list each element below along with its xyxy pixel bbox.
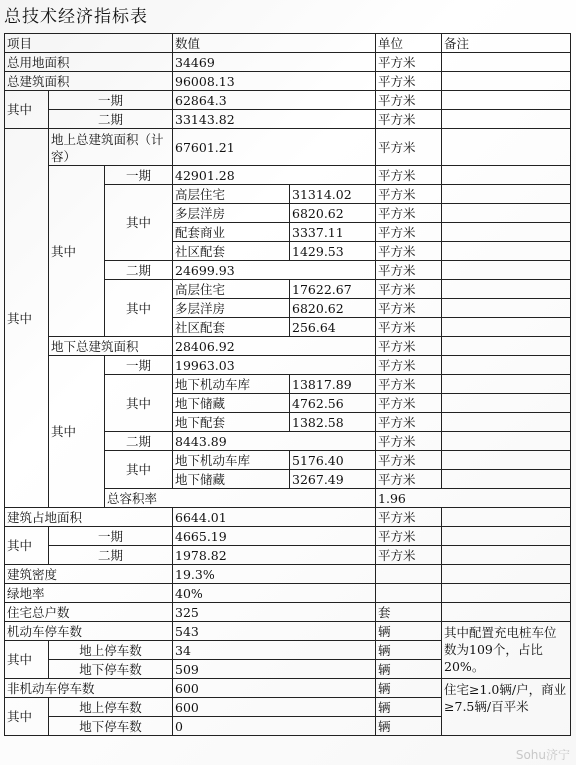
row-value: 1978.82 (173, 546, 376, 565)
row-label: 一期 (49, 527, 173, 546)
group-label: 其中 (5, 641, 49, 679)
row-label: 地下机动车库 (173, 375, 290, 394)
row-label: 总容积率 (105, 489, 376, 508)
row-unit: 辆 (376, 622, 442, 641)
row-value: 1429.53 (290, 242, 376, 261)
row-value: 31314.02 (290, 185, 376, 204)
row-label: 高层住宅 (173, 185, 290, 204)
row-value: 543 (173, 622, 376, 641)
row-label: 地下停车数 (49, 717, 173, 736)
row-label: 配套商业 (173, 223, 290, 242)
group-label: 其中 (5, 527, 49, 565)
row-label: 地上总建筑面积（计容） (49, 129, 173, 166)
group-label: 其中 (49, 166, 105, 337)
row-unit: 平方米 (376, 508, 442, 527)
table-row (5, 129, 571, 166)
group-label: 其中 (5, 91, 49, 129)
group-label: 其中 (5, 698, 49, 736)
header-value: 数值 (173, 34, 376, 53)
row-value: 4762.56 (290, 394, 376, 413)
row-unit: 平方米 (376, 91, 442, 110)
row-unit: 平方米 (376, 129, 442, 166)
row-unit: 套 (376, 603, 442, 622)
table-row (5, 91, 571, 110)
indicator-table (4, 33, 571, 736)
table-row (5, 166, 571, 185)
row-unit: 平方米 (376, 72, 442, 91)
row-value: 5176.40 (290, 451, 376, 470)
table-row (5, 53, 571, 72)
row-label: 地下配套 (173, 413, 290, 432)
row-value: 600 (173, 698, 376, 717)
row-label: 地下停车数 (49, 660, 173, 679)
row-value: 19.3% (173, 565, 376, 584)
row-value: 67601.21 (173, 129, 376, 166)
page-title: 总技术经济指标表 (4, 7, 148, 27)
row-label: 一期 (105, 356, 173, 375)
row-label: 多层洋房 (173, 204, 290, 223)
table-row (5, 603, 571, 622)
table-row (5, 356, 571, 375)
row-value: 256.64 (290, 318, 376, 337)
row-value: 34469 (173, 53, 376, 72)
row-unit: 平方米 (376, 242, 442, 261)
row-value: 1382.58 (290, 413, 376, 432)
group-label: 其中 (5, 129, 49, 508)
row-value: 17622.67 (290, 280, 376, 299)
table-header-row (5, 34, 571, 53)
row-value: 600 (173, 679, 376, 698)
watermark: Sohu济宁 (515, 748, 570, 762)
row-label: 地下机动车库 (173, 451, 290, 470)
group-label: 其中 (105, 375, 173, 432)
row-label: 非机动车停车数 (5, 679, 173, 698)
table-row (5, 337, 571, 356)
row-label: 地下总建筑面积 (49, 337, 173, 356)
row-note: 住宅≥1.0辆/户，商业≥7.5辆/百平米 (442, 679, 571, 736)
row-unit: 平方米 (376, 318, 442, 337)
row-unit: 平方米 (376, 261, 442, 280)
row-label: 地下储藏 (173, 470, 290, 489)
row-unit: 平方米 (376, 413, 442, 432)
row-unit: 辆 (376, 660, 442, 679)
row-value: 509 (173, 660, 376, 679)
row-unit: 平方米 (376, 470, 442, 489)
row-label: 地上停车数 (49, 698, 173, 717)
row-unit: 平方米 (376, 527, 442, 546)
table-row (5, 72, 571, 91)
row-unit: 辆 (376, 698, 442, 717)
table-row (5, 622, 571, 641)
row-label: 住宅总户数 (5, 603, 173, 622)
row-unit: 平方米 (376, 337, 442, 356)
row-value: 24699.93 (173, 261, 376, 280)
row-label: 一期 (105, 166, 173, 185)
row-value: 42901.28 (173, 166, 376, 185)
row-unit: 平方米 (376, 166, 442, 185)
row-label: 绿地率 (5, 584, 173, 603)
row-label: 建筑占地面积 (5, 508, 173, 527)
row-value: 1.96 (376, 489, 571, 508)
table-row (5, 527, 571, 546)
group-label: 其中 (49, 356, 105, 508)
row-value: 325 (173, 603, 376, 622)
row-value: 0 (173, 717, 376, 736)
row-value: 33143.82 (173, 110, 376, 129)
row-value: 4665.19 (173, 527, 376, 546)
row-label: 一期 (49, 91, 173, 110)
row-value: 3337.11 (290, 223, 376, 242)
row-value: 40% (173, 584, 376, 603)
row-label: 地下储藏 (173, 394, 290, 413)
table-row (5, 110, 571, 129)
row-value: 28406.92 (173, 337, 376, 356)
row-unit: 平方米 (376, 110, 442, 129)
row-label: 二期 (49, 546, 173, 565)
row-note: 其中配置充电桩车位数为109个，占比20%。 (442, 622, 571, 679)
row-unit: 平方米 (376, 451, 442, 470)
row-unit: 辆 (376, 641, 442, 660)
row-label: 高层住宅 (173, 280, 290, 299)
row-unit: 平方米 (376, 299, 442, 318)
row-unit: 平方米 (376, 356, 442, 375)
row-value: 3267.49 (290, 470, 376, 489)
row-unit: 平方米 (376, 223, 442, 242)
row-unit: 平方米 (376, 375, 442, 394)
row-label: 总建筑面积 (5, 72, 173, 91)
header-unit: 单位 (376, 34, 442, 53)
table-row (5, 565, 571, 584)
row-value: 13817.89 (290, 375, 376, 394)
row-label: 社区配套 (173, 318, 290, 337)
row-value: 6820.62 (290, 299, 376, 318)
row-label: 二期 (49, 110, 173, 129)
row-unit: 平方米 (376, 546, 442, 565)
row-label: 总用地面积 (5, 53, 173, 72)
row-value: 6820.62 (290, 204, 376, 223)
row-label: 地上停车数 (49, 641, 173, 660)
group-label: 其中 (105, 185, 173, 261)
row-label: 多层洋房 (173, 299, 290, 318)
row-value: 19963.03 (173, 356, 376, 375)
row-label: 二期 (105, 261, 173, 280)
row-unit: 平方米 (376, 394, 442, 413)
table-row (5, 584, 571, 603)
row-value: 62864.3 (173, 91, 376, 110)
row-unit: 辆 (376, 717, 442, 736)
row-unit: 平方米 (376, 204, 442, 223)
table-row (5, 508, 571, 527)
header-note: 备注 (442, 34, 571, 53)
row-label: 建筑密度 (5, 565, 173, 584)
row-value: 34 (173, 641, 376, 660)
row-value: 6644.01 (173, 508, 376, 527)
row-label: 二期 (105, 432, 173, 451)
row-unit: 平方米 (376, 185, 442, 204)
row-unit: 平方米 (376, 432, 442, 451)
row-value: 8443.89 (173, 432, 376, 451)
row-label: 社区配套 (173, 242, 290, 261)
row-unit: 平方米 (376, 280, 442, 299)
table-row (5, 679, 571, 698)
row-value: 96008.13 (173, 72, 376, 91)
header-item: 项目 (5, 34, 173, 53)
row-unit: 辆 (376, 679, 442, 698)
group-label: 其中 (105, 451, 173, 489)
group-label: 其中 (105, 280, 173, 337)
table-row (5, 546, 571, 565)
row-unit: 平方米 (376, 53, 442, 72)
row-label: 机动车停车数 (5, 622, 173, 641)
